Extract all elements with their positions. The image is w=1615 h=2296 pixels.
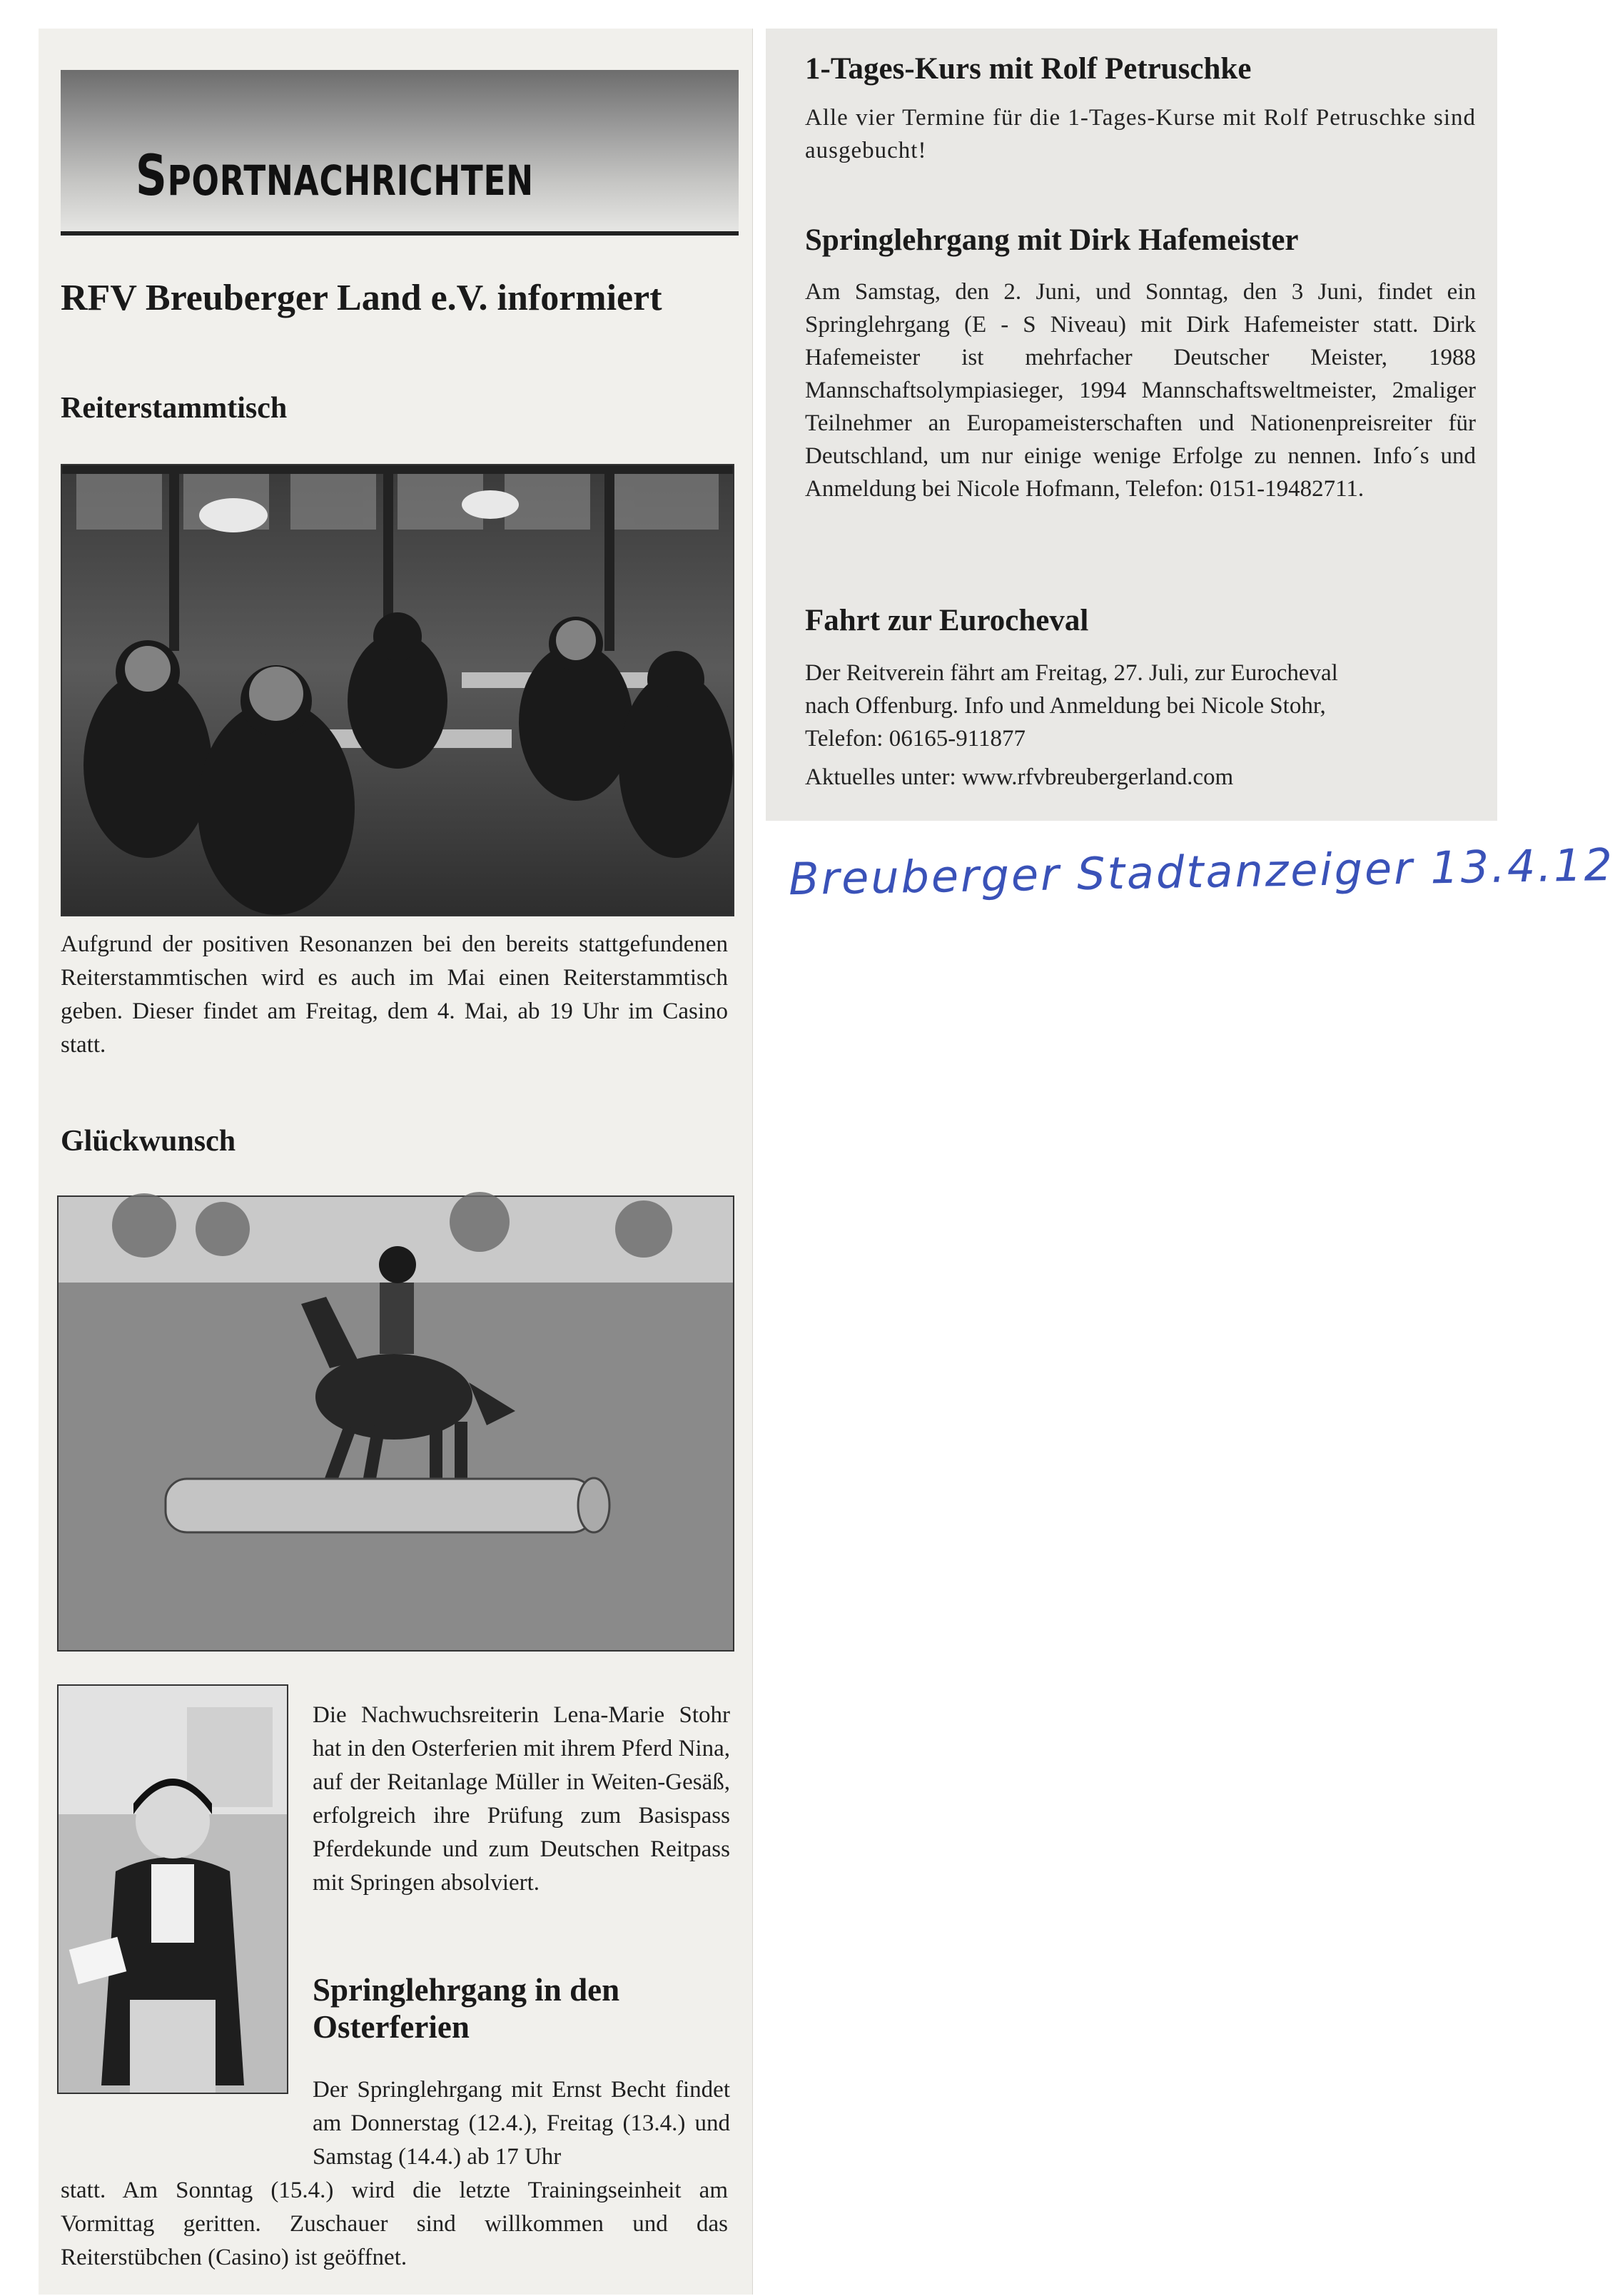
eurocheval-line-4: Aktuelles unter: www.rfvbreubergerland.com [805,764,1234,790]
hafemeister-text: Am Samstag, den 2. Juni, und Sonntag, den 3 Juni, findet ein Springlehrgang (E - S Niveau) mit Dirk Hafemeister statt. Dirk Hafemeister ist mehrfacher Deutscher Meister, 1988 Mannschaftsolympiasieger, 1994 Mannschaftsweltmeister, 2maliger Teilnehmer an Europameisterschaften und Nationenpreisreiter für Deutschland, um nur einige wenige Erfolge zu nennen. Info´s und Anmeldung bei Nicole Hofmann, Telefon: 0151-19482711. [805,279,1476,502]
eurocheval-line-3: Telefon: 06165-911877 [805,726,1026,752]
rider-portrait-photo [57,1684,288,2094]
reiterstammtisch-photo [61,464,734,916]
horse-jump-photo [57,1195,734,1652]
petruschke-heading: 1-Tages-Kurs mit Rolf Petruschke [805,52,1252,86]
glueckwunsch-heading: Glückwunsch [61,1125,236,1158]
hafemeister-heading: Springlehrgang mit Dirk Hafemeister [805,223,1299,257]
organization-heading: RFV Breuberger Land e.V. informiert [61,278,662,318]
petruschke-text: Alle vier Termine für die 1-Tages-Kurse mit Rolf Petruschke sind ausgebucht! [805,105,1476,163]
masthead-title-text [136,144,534,208]
masthead-rest: PORTNACHRICHTEN [167,156,534,205]
reiterstammtisch-heading: Reiterstammtisch [61,392,288,425]
springlehrgang-osterferien-text-full: statt. Am Sonntag (15.4.) wird die letzte Trainingseinheit am Vormittag geritten. Zuschauer sind willkommen und das Reiterstübchen (Casino) ist geöffnet. [61,2178,728,2270]
springlehrgang-osterferien-heading: Springlehrgang in den Osterferien [313,1972,620,2045]
eurocheval-heading: Fahrt zur Eurocheval [805,604,1089,637]
eurocheval-line-2: nach Offenburg. Info und Anmeldung bei Nicole Stohr, [805,693,1326,719]
eurocheval-line-1: Der Reitverein fährt am Freitag, 27. Juli, zur Eurocheval [805,660,1338,686]
handwritten-source-note: Breuberger Stadtanzeiger 13.4.12 [788,838,1615,906]
glueckwunsch-text: Die Nachwuchsreiterin Lena-Marie Stohr hat in den Osterferien mit ihrem Pferd Nina, auf der Reitanlage Müller in Weiten-Gesäß, erfolgreich ihre Prüfung zum Basispass Pferdekunde und zum Deutschen Reitpass mit Springen absolviert. [313,1702,730,1896]
reiterstammtisch-text: Aufgrund der positiven Resonanzen bei den bereits stattgefundenen Reiterstammtischen wird es auch im Mai einen Reiterstammtisch geben. Dieser findet am Freitag, dem 4. Mai, ab 19 Uhr im Casino statt. [61,931,728,1058]
masthead-title [136,144,534,208]
springlehrgang-osterferien-text-side: Der Springlehrgang mit Ernst Becht findet am Donnerstag (12.4.), Freitag (13.4.) und Samstag (14.4.) ab 17 Uhr [313,2077,730,2170]
masthead-initial: S [136,144,168,208]
